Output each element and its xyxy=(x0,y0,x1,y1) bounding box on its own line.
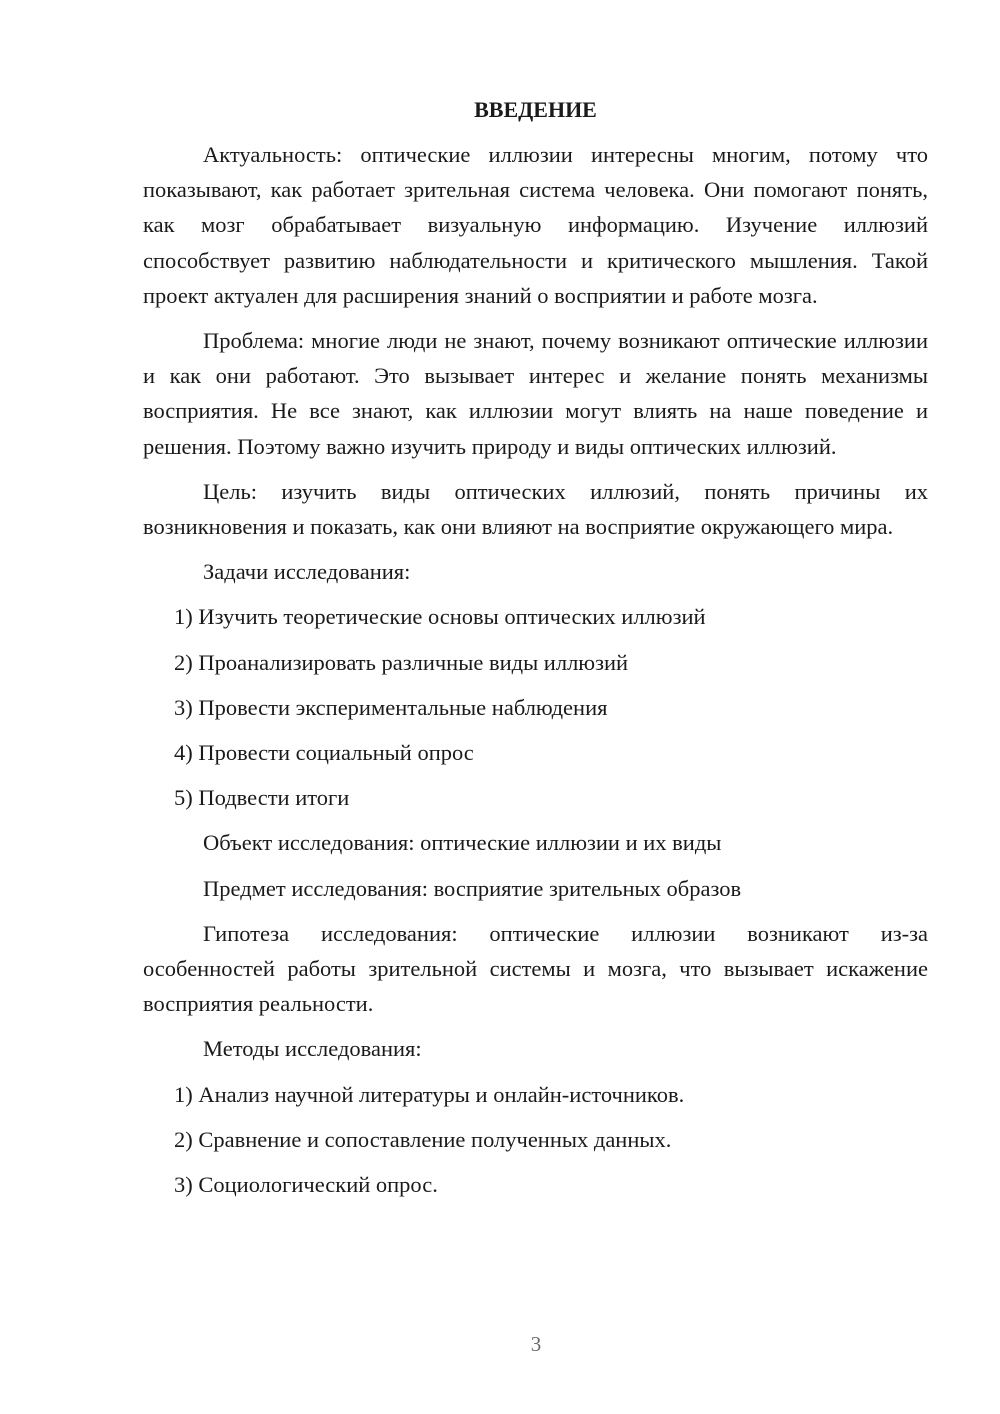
list-item: 2) Проанализировать различные виды иллюзий xyxy=(174,649,629,675)
object-line: Объект исследования: оптические иллюзии и их виды xyxy=(203,830,722,856)
tasks-heading: Задачи исследования: xyxy=(203,559,411,585)
list-item: 1) Изучить теоретические основы оптических иллюзий xyxy=(174,604,706,630)
methods-heading: Методы исследования: xyxy=(203,1036,422,1062)
list-item: 2) Сравнение и сопоставление полученных данных. xyxy=(174,1126,672,1152)
methods-list xyxy=(143,1077,928,1203)
relevance-paragraph: Актуальность: оптические иллюзии интересны многим, потому что показывают, как работает зрительная система человека. Они помогают понять, как мозг обрабатывает визуальную информацию. Изучение иллюзий способствует развитию наблюдательности и критического мышления. Такой проект актуален для расширения знаний о восприятии и работе мозга. xyxy=(143,142,928,308)
list-item: 1) Анализ научной литературы и онлайн-источников. xyxy=(174,1081,685,1107)
goal-paragraph: Цель: изучить виды оптических иллюзий, понять причины их возникновения и показать, как они влияют на восприятие окружающего мира. xyxy=(143,478,928,540)
page-title: ВВЕДЕНИЕ xyxy=(474,97,597,122)
tasks-list xyxy=(143,599,928,815)
hypothesis-paragraph: Гипотеза исследования: оптические иллюзии возникают из-за особенностей работы зрительной системы и мозга, что вызывает искажение восприятия реальности. xyxy=(143,920,928,1017)
page-number: 3 xyxy=(530,1332,542,1356)
list-item: 5) Подвести итоги xyxy=(174,785,350,811)
list-item: 3) Социологический опрос. xyxy=(174,1172,438,1198)
list-item: 4) Провести социальный опрос xyxy=(174,740,474,766)
list-item: 3) Провести экспериментальные наблюдения xyxy=(174,694,608,720)
problem-paragraph: Проблема: многие люди не знают, почему возникают оптические иллюзии и как они работают. Это вызывает интерес и желание понять механизмы восприятия. Не все знают, как иллюзии могут влиять на наше поведение и решения. Поэтому важно изучить природу и виды оптических иллюзий. xyxy=(143,328,928,459)
document-page xyxy=(143,92,928,1212)
subject-line: Предмет исследования: восприятие зрительных образов xyxy=(203,875,742,901)
